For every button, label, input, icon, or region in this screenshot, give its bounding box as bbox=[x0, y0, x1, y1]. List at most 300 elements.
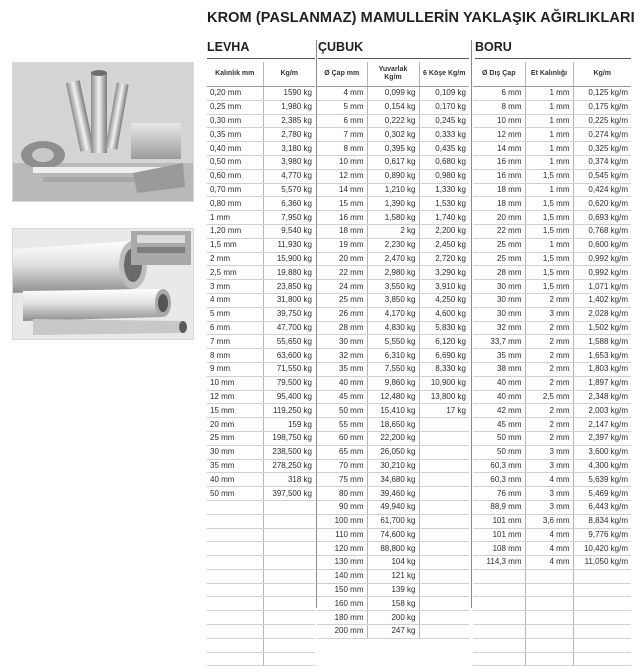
cubuk-table-row bbox=[317, 569, 469, 583]
boru-weight-cell: 9,776 kg/m bbox=[573, 528, 631, 542]
boru-weight-cell: 6,443 kg/m bbox=[573, 500, 631, 514]
cubuk-hex-weight-cell bbox=[419, 418, 469, 432]
boru-outer-diameter-cell: 25 mm bbox=[473, 238, 525, 252]
cubuk-round-weight-cell: 9,860 kg bbox=[367, 376, 419, 390]
levha-table-row bbox=[207, 473, 315, 487]
boru-weight-cell: 1,071 kg/m bbox=[573, 280, 631, 294]
levha-table-row bbox=[207, 611, 315, 625]
page-title: KROM (PASLANMAZ) MAMULLERİN YAKLAŞIK AĞIRLIKLARI bbox=[207, 10, 635, 26]
levha-thickness-cell bbox=[207, 611, 263, 625]
cubuk-table-row bbox=[317, 169, 469, 183]
cubuk-diameter-cell: 60 mm bbox=[317, 431, 367, 445]
levha-weight-cell bbox=[263, 569, 315, 583]
cubuk-round-weight-cell: 6,310 kg bbox=[367, 349, 419, 363]
cubuk-hex-weight-cell: 17 kg bbox=[419, 404, 469, 418]
boru-weight-cell: 0,274 kg/m bbox=[573, 128, 631, 142]
cubuk-round-weight-cell: 2,980 kg bbox=[367, 266, 419, 280]
levha-table-row bbox=[207, 211, 315, 225]
levha-table-row bbox=[207, 128, 315, 142]
levha-weight-cell: 159 kg bbox=[263, 418, 315, 432]
boru-weight-cell bbox=[573, 611, 631, 625]
cubuk-hex-weight-cell: 8,330 kg bbox=[419, 362, 469, 376]
cubuk-hex-weight-cell: 2,450 kg bbox=[419, 238, 469, 252]
cubuk-round-weight-cell: 0,099 kg bbox=[367, 87, 419, 101]
boru-wall-thickness-cell: 2,5 mm bbox=[525, 390, 573, 404]
cubuk-diameter-cell: 55 mm bbox=[317, 418, 367, 432]
boru-weight-cell: 1,803 kg/m bbox=[573, 362, 631, 376]
cubuk-hex-weight-cell: 1,740 kg bbox=[419, 211, 469, 225]
levha-table-row bbox=[207, 169, 315, 183]
cubuk-table-row bbox=[317, 487, 469, 501]
cubuk-hex-weight-cell bbox=[419, 459, 469, 473]
boru-header-wall-thickness: Et Kalınlığı bbox=[525, 62, 573, 87]
cubuk-table-row bbox=[317, 307, 469, 321]
levha-table-row bbox=[207, 197, 315, 211]
cubuk-diameter-cell: 5 mm bbox=[317, 100, 367, 114]
levha-thickness-cell bbox=[207, 597, 263, 611]
cubuk-diameter-cell: 130 mm bbox=[317, 556, 367, 570]
cubuk-table-row bbox=[317, 362, 469, 376]
cubuk-hex-weight-cell bbox=[419, 625, 469, 639]
boru-wall-thickness-cell: 2 mm bbox=[525, 404, 573, 418]
cubuk-round-weight-cell: 0,395 kg bbox=[367, 142, 419, 156]
cubuk-diameter-cell: 65 mm bbox=[317, 445, 367, 459]
boru-weight-cell: 0,374 kg/m bbox=[573, 155, 631, 169]
boru-weight-cell bbox=[573, 625, 631, 639]
cubuk-round-weight-cell: 2,230 kg bbox=[367, 238, 419, 252]
boru-table-row bbox=[473, 638, 631, 652]
boru-outer-diameter-cell: 16 mm bbox=[473, 169, 525, 183]
cubuk-round-weight-cell: 1,210 kg bbox=[367, 183, 419, 197]
levha-thickness-cell: 35 mm bbox=[207, 459, 263, 473]
cubuk-round-weight-cell: 18,650 kg bbox=[367, 418, 419, 432]
section-boru: BORU bbox=[475, 40, 512, 54]
levha-weight-cell: 2,780 kg bbox=[263, 128, 315, 142]
boru-wall-thickness-cell: 3 mm bbox=[525, 500, 573, 514]
levha-table-row bbox=[207, 445, 315, 459]
boru-outer-diameter-cell: 60,3 mm bbox=[473, 459, 525, 473]
boru-weight-cell: 2,397 kg/m bbox=[573, 431, 631, 445]
levha-weight-cell: 9,540 kg bbox=[263, 224, 315, 238]
cubuk-table-row bbox=[317, 349, 469, 363]
levha-thickness-cell: 0,50 mm bbox=[207, 155, 263, 169]
boru-wall-thickness-cell: 1 mm bbox=[525, 128, 573, 142]
boru-weight-cell: 8,834 kg/m bbox=[573, 514, 631, 528]
boru-table-row bbox=[473, 266, 631, 280]
boru-table-row bbox=[473, 238, 631, 252]
cubuk-diameter-cell: 6 mm bbox=[317, 114, 367, 128]
levha-table-row bbox=[207, 404, 315, 418]
cubuk-hex-weight-cell: 0,109 kg bbox=[419, 87, 469, 101]
stainless-pipes-photo bbox=[12, 228, 194, 340]
boru-wall-thickness-cell: 3 mm bbox=[525, 459, 573, 473]
boru-wall-thickness-cell bbox=[525, 569, 573, 583]
boru-wall-thickness-cell: 4 mm bbox=[525, 528, 573, 542]
levha-weight-cell: 6,360 kg bbox=[263, 197, 315, 211]
levha-thickness-cell: 30 mm bbox=[207, 445, 263, 459]
boru-table-row bbox=[473, 404, 631, 418]
cubuk-round-weight-cell: 200 kg bbox=[367, 611, 419, 625]
boru-weight-cell: 1,897 kg/m bbox=[573, 376, 631, 390]
boru-table-row bbox=[473, 100, 631, 114]
levha-thickness-cell: 0,40 mm bbox=[207, 142, 263, 156]
boru-outer-diameter-cell: 40 mm bbox=[473, 390, 525, 404]
levha-table-row bbox=[207, 487, 315, 501]
cubuk-diameter-cell: 14 mm bbox=[317, 183, 367, 197]
levha-header-row bbox=[207, 62, 315, 87]
levha-thickness-cell: 6 mm bbox=[207, 321, 263, 335]
levha-table-row bbox=[207, 583, 315, 597]
levha-table-row bbox=[207, 625, 315, 639]
cubuk-diameter-cell: 80 mm bbox=[317, 487, 367, 501]
boru-outer-diameter-cell: 14 mm bbox=[473, 142, 525, 156]
cubuk-diameter-cell: 110 mm bbox=[317, 528, 367, 542]
levha-thickness-cell: 1,20 mm bbox=[207, 224, 263, 238]
boru-weight-cell: 1,588 kg/m bbox=[573, 335, 631, 349]
cubuk-table-row bbox=[317, 445, 469, 459]
boru-wall-thickness-cell bbox=[525, 611, 573, 625]
cubuk-round-weight-cell: 3,850 kg bbox=[367, 293, 419, 307]
boru-wall-thickness-cell: 1,5 mm bbox=[525, 280, 573, 294]
boru-outer-diameter-cell: 108 mm bbox=[473, 542, 525, 556]
boru-weight-cell: 0,175 kg/m bbox=[573, 100, 631, 114]
cubuk-hex-weight-cell bbox=[419, 445, 469, 459]
levha-thickness-cell: 50 mm bbox=[207, 487, 263, 501]
boru-weight-cell: 0,992 kg/m bbox=[573, 266, 631, 280]
cubuk-table-row bbox=[317, 376, 469, 390]
boru-table-row bbox=[473, 87, 631, 101]
boru-weight-cell bbox=[573, 638, 631, 652]
cubuk-round-weight-cell: 4,830 kg bbox=[367, 321, 419, 335]
boru-weight-cell: 2,147 kg/m bbox=[573, 418, 631, 432]
boru-table-row bbox=[473, 473, 631, 487]
levha-weight-cell bbox=[263, 597, 315, 611]
boru-outer-diameter-cell: 16 mm bbox=[473, 155, 525, 169]
cubuk-diameter-cell: 50 mm bbox=[317, 404, 367, 418]
levha-weight-cell bbox=[263, 542, 315, 556]
boru-wall-thickness-cell: 2 mm bbox=[525, 431, 573, 445]
boru-wall-thickness-cell: 4 mm bbox=[525, 556, 573, 570]
boru-table-row bbox=[473, 128, 631, 142]
cubuk-diameter-cell: 12 mm bbox=[317, 169, 367, 183]
boru-outer-diameter-cell bbox=[473, 625, 525, 639]
cubuk-diameter-cell: 70 mm bbox=[317, 459, 367, 473]
boru-wall-thickness-cell bbox=[525, 583, 573, 597]
levha-thickness-cell: 0,30 mm bbox=[207, 114, 263, 128]
cubuk-diameter-cell: 4 mm bbox=[317, 87, 367, 101]
cubuk-hex-weight-cell: 5,830 kg bbox=[419, 321, 469, 335]
boru-table-row bbox=[473, 514, 631, 528]
levha-thickness-cell: 3 mm bbox=[207, 280, 263, 294]
boru-outer-diameter-cell: 32 mm bbox=[473, 321, 525, 335]
cubuk-round-weight-cell: 121 kg bbox=[367, 569, 419, 583]
levha-weight-cell: 7,950 kg bbox=[263, 211, 315, 225]
boru-wall-thickness-cell: 3 mm bbox=[525, 445, 573, 459]
levha-thickness-cell: 15 mm bbox=[207, 404, 263, 418]
boru-table-row bbox=[473, 183, 631, 197]
levha-table-row bbox=[207, 362, 315, 376]
cubuk-round-weight-cell: 247 kg bbox=[367, 625, 419, 639]
cubuk-header-row bbox=[317, 62, 469, 87]
levha-thickness-cell bbox=[207, 514, 263, 528]
boru-table-row bbox=[473, 307, 631, 321]
boru-outer-diameter-cell: 18 mm bbox=[473, 183, 525, 197]
boru-table-row bbox=[473, 114, 631, 128]
cubuk-hex-weight-cell: 4,250 kg bbox=[419, 293, 469, 307]
cubuk-diameter-cell: 10 mm bbox=[317, 155, 367, 169]
cubuk-round-weight-cell: 158 kg bbox=[367, 597, 419, 611]
boru-header-outer-diameter: Ø Dış Çap bbox=[473, 62, 525, 87]
levha-weight-cell bbox=[263, 528, 315, 542]
cubuk-round-weight-cell: 0,890 kg bbox=[367, 169, 419, 183]
levha-weight-cell: 71,550 kg bbox=[263, 362, 315, 376]
cubuk-table-row bbox=[317, 238, 469, 252]
cubuk-table-row bbox=[317, 459, 469, 473]
cubuk-diameter-cell: 22 mm bbox=[317, 266, 367, 280]
levha-table-row bbox=[207, 528, 315, 542]
levha-weight-cell: 19,880 kg bbox=[263, 266, 315, 280]
boru-weight-cell: 0,225 kg/m bbox=[573, 114, 631, 128]
boru-table-row bbox=[473, 542, 631, 556]
cubuk-diameter-cell: 100 mm bbox=[317, 514, 367, 528]
boru-outer-diameter-cell: 6 mm bbox=[473, 87, 525, 101]
boru-wall-thickness-cell: 1 mm bbox=[525, 142, 573, 156]
levha-weight-cell: 278,250 kg bbox=[263, 459, 315, 473]
boru-table-row bbox=[473, 597, 631, 611]
boru-wall-thickness-cell: 1 mm bbox=[525, 87, 573, 101]
boru-table-row bbox=[473, 445, 631, 459]
levha-table-row bbox=[207, 652, 315, 666]
cubuk-round-weight-cell: 3,550 kg bbox=[367, 280, 419, 294]
boru-table-row bbox=[473, 376, 631, 390]
levha-table-row bbox=[207, 459, 315, 473]
boru-weight-cell: 2,028 kg/m bbox=[573, 307, 631, 321]
boru-outer-diameter-cell: 22 mm bbox=[473, 224, 525, 238]
boru-weight-cell: 5,469 kg/m bbox=[573, 487, 631, 501]
boru-table-row bbox=[473, 224, 631, 238]
boru-table-row bbox=[473, 611, 631, 625]
boru-weight-cell: 5,639 kg/m bbox=[573, 473, 631, 487]
cubuk-hex-weight-cell bbox=[419, 597, 469, 611]
cubuk-round-weight-cell: 88,800 kg bbox=[367, 542, 419, 556]
boru-wall-thickness-cell bbox=[525, 597, 573, 611]
cubuk-table-row bbox=[317, 583, 469, 597]
levha-thickness-cell: 2,5 mm bbox=[207, 266, 263, 280]
levha-weight-cell: 4,770 kg bbox=[263, 169, 315, 183]
boru-weight-cell: 1,502 kg/m bbox=[573, 321, 631, 335]
boru-wall-thickness-cell bbox=[525, 638, 573, 652]
boru-outer-diameter-cell: 18 mm bbox=[473, 197, 525, 211]
levha-thickness-cell: 8 mm bbox=[207, 349, 263, 363]
levha-weight-cell bbox=[263, 514, 315, 528]
cubuk-table-row bbox=[317, 293, 469, 307]
levha-table-row bbox=[207, 183, 315, 197]
boru-wall-thickness-cell: 4 mm bbox=[525, 542, 573, 556]
cubuk-table-row bbox=[317, 611, 469, 625]
levha-table-row bbox=[207, 155, 315, 169]
boru-outer-diameter-cell: 30 mm bbox=[473, 293, 525, 307]
cubuk-table-row bbox=[317, 321, 469, 335]
boru-weight-cell: 0,620 kg/m bbox=[573, 197, 631, 211]
cubuk-round-weight-cell: 0,617 kg bbox=[367, 155, 419, 169]
boru-table-row bbox=[473, 197, 631, 211]
boru-outer-diameter-cell: 88,9 mm bbox=[473, 500, 525, 514]
boru-outer-diameter-cell: 10 mm bbox=[473, 114, 525, 128]
cubuk-hex-weight-cell: 0,245 kg bbox=[419, 114, 469, 128]
levha-table-row bbox=[207, 100, 315, 114]
cubuk-round-weight-cell: 22,200 kg bbox=[367, 431, 419, 445]
cubuk-diameter-cell: 25 mm bbox=[317, 293, 367, 307]
cubuk-table-row bbox=[317, 197, 469, 211]
levha-thickness-cell: 1,5 mm bbox=[207, 238, 263, 252]
levha-table-row bbox=[207, 266, 315, 280]
cubuk-round-weight-cell: 26,050 kg bbox=[367, 445, 419, 459]
boru-weight-cell bbox=[573, 597, 631, 611]
cubuk-diameter-cell: 26 mm bbox=[317, 307, 367, 321]
boru-wall-thickness-cell: 3 mm bbox=[525, 487, 573, 501]
levha-weight-cell: 1590 kg bbox=[263, 87, 315, 101]
boru-table-row bbox=[473, 528, 631, 542]
levha-weight-cell: 5,570 kg bbox=[263, 183, 315, 197]
levha-thickness-cell bbox=[207, 569, 263, 583]
boru-header-kgm: Kg/m bbox=[573, 62, 631, 87]
levha-table-row bbox=[207, 307, 315, 321]
levha-thickness-cell: 10 mm bbox=[207, 376, 263, 390]
levha-table-row bbox=[207, 349, 315, 363]
boru-outer-diameter-cell: 30 mm bbox=[473, 307, 525, 321]
cubuk-hex-weight-cell: 1,530 kg bbox=[419, 197, 469, 211]
levha-weight-cell: 15,900 kg bbox=[263, 252, 315, 266]
levha-weight-cell: 2,385 kg bbox=[263, 114, 315, 128]
boru-table-row bbox=[473, 142, 631, 156]
boru-outer-diameter-cell: 38 mm bbox=[473, 362, 525, 376]
boru-table bbox=[473, 62, 631, 666]
cubuk-table-row bbox=[317, 390, 469, 404]
levha-table-row bbox=[207, 597, 315, 611]
cubuk-diameter-cell: 150 mm bbox=[317, 583, 367, 597]
levha-table-row bbox=[207, 252, 315, 266]
boru-outer-diameter-cell: 30 mm bbox=[473, 280, 525, 294]
boru-wall-thickness-cell: 1 mm bbox=[525, 155, 573, 169]
levha-table bbox=[207, 62, 315, 666]
levha-weight-cell: 79,500 kg bbox=[263, 376, 315, 390]
levha-thickness-cell: 0,35 mm bbox=[207, 128, 263, 142]
boru-table-row bbox=[473, 487, 631, 501]
boru-outer-diameter-cell: 60,3 mm bbox=[473, 473, 525, 487]
cubuk-hex-weight-cell: 13,800 kg bbox=[419, 390, 469, 404]
section-cubuk: ÇUBUK bbox=[318, 40, 364, 54]
boru-weight-cell: 0,325 kg/m bbox=[573, 142, 631, 156]
cubuk-table-row bbox=[317, 528, 469, 542]
boru-table-row bbox=[473, 280, 631, 294]
cubuk-round-weight-cell: 4,170 kg bbox=[367, 307, 419, 321]
cubuk-diameter-cell: 8 mm bbox=[317, 142, 367, 156]
boru-table-row bbox=[473, 583, 631, 597]
boru-outer-diameter-cell bbox=[473, 638, 525, 652]
cubuk-round-weight-cell: 7,550 kg bbox=[367, 362, 419, 376]
cubuk-diameter-cell: 32 mm bbox=[317, 349, 367, 363]
boru-outer-diameter-cell: 114,3 mm bbox=[473, 556, 525, 570]
levha-table-row bbox=[207, 293, 315, 307]
cubuk-hex-weight-cell: 4,600 kg bbox=[419, 307, 469, 321]
section-divider bbox=[207, 58, 315, 59]
levha-thickness-cell: 1 mm bbox=[207, 211, 263, 225]
boru-wall-thickness-cell: 4 mm bbox=[525, 473, 573, 487]
cubuk-hex-weight-cell bbox=[419, 487, 469, 501]
boru-table-row bbox=[473, 349, 631, 363]
cubuk-hex-weight-cell: 0,680 kg bbox=[419, 155, 469, 169]
levha-table-row bbox=[207, 556, 315, 570]
boru-weight-cell: 1,402 kg/m bbox=[573, 293, 631, 307]
levha-weight-cell: 31,800 kg bbox=[263, 293, 315, 307]
section-divider bbox=[318, 58, 469, 59]
cubuk-diameter-cell: 40 mm bbox=[317, 376, 367, 390]
levha-table-row bbox=[207, 638, 315, 652]
cubuk-header-round: Yuvarlak Kg/m bbox=[367, 62, 419, 87]
cubuk-table-row bbox=[317, 418, 469, 432]
cubuk-round-weight-cell: 104 kg bbox=[367, 556, 419, 570]
cubuk-table-row bbox=[317, 252, 469, 266]
boru-table-row bbox=[473, 625, 631, 639]
cubuk-hex-weight-cell: 6,690 kg bbox=[419, 349, 469, 363]
cubuk-round-weight-cell: 30,210 kg bbox=[367, 459, 419, 473]
levha-weight-cell: 3,180 kg bbox=[263, 142, 315, 156]
boru-weight-cell bbox=[573, 569, 631, 583]
levha-thickness-cell: 2 mm bbox=[207, 252, 263, 266]
cubuk-round-weight-cell: 0,302 kg bbox=[367, 128, 419, 142]
cubuk-table-row bbox=[317, 100, 469, 114]
levha-table-row bbox=[207, 142, 315, 156]
boru-outer-diameter-cell: 28 mm bbox=[473, 266, 525, 280]
cubuk-round-weight-cell: 2,470 kg bbox=[367, 252, 419, 266]
boru-table-row bbox=[473, 252, 631, 266]
cubuk-hex-weight-cell bbox=[419, 500, 469, 514]
boru-outer-diameter-cell bbox=[473, 569, 525, 583]
cubuk-hex-weight-cell: 0,435 kg bbox=[419, 142, 469, 156]
boru-outer-diameter-cell: 45 mm bbox=[473, 418, 525, 432]
boru-weight-cell: 3,600 kg/m bbox=[573, 445, 631, 459]
boru-table-row bbox=[473, 321, 631, 335]
levha-weight-cell: 23,850 kg bbox=[263, 280, 315, 294]
cubuk-hex-weight-cell: 2,720 kg bbox=[419, 252, 469, 266]
levha-thickness-cell bbox=[207, 638, 263, 652]
levha-thickness-cell: 20 mm bbox=[207, 418, 263, 432]
boru-outer-diameter-cell: 20 mm bbox=[473, 211, 525, 225]
cubuk-hex-weight-cell: 3,910 kg bbox=[419, 280, 469, 294]
cubuk-table-row bbox=[317, 142, 469, 156]
cubuk-table-row bbox=[317, 597, 469, 611]
boru-wall-thickness-cell: 3,6 mm bbox=[525, 514, 573, 528]
cubuk-table-row bbox=[317, 404, 469, 418]
boru-weight-cell bbox=[573, 583, 631, 597]
boru-weight-cell: 10,420 kg/m bbox=[573, 542, 631, 556]
cubuk-diameter-cell: 140 mm bbox=[317, 569, 367, 583]
cubuk-round-weight-cell: 139 kg bbox=[367, 583, 419, 597]
boru-outer-diameter-cell: 50 mm bbox=[473, 431, 525, 445]
cubuk-diameter-cell: 45 mm bbox=[317, 390, 367, 404]
boru-table-row bbox=[473, 169, 631, 183]
boru-table-row bbox=[473, 569, 631, 583]
cubuk-diameter-cell: 180 mm bbox=[317, 611, 367, 625]
cubuk-table-row bbox=[317, 280, 469, 294]
levha-table-row bbox=[207, 390, 315, 404]
levha-thickness-cell bbox=[207, 583, 263, 597]
boru-wall-thickness-cell bbox=[525, 625, 573, 639]
cubuk-diameter-cell: 20 mm bbox=[317, 252, 367, 266]
levha-thickness-cell: 0,20 mm bbox=[207, 87, 263, 101]
cubuk-table-row bbox=[317, 542, 469, 556]
cubuk-hex-weight-cell: 2,200 kg bbox=[419, 224, 469, 238]
